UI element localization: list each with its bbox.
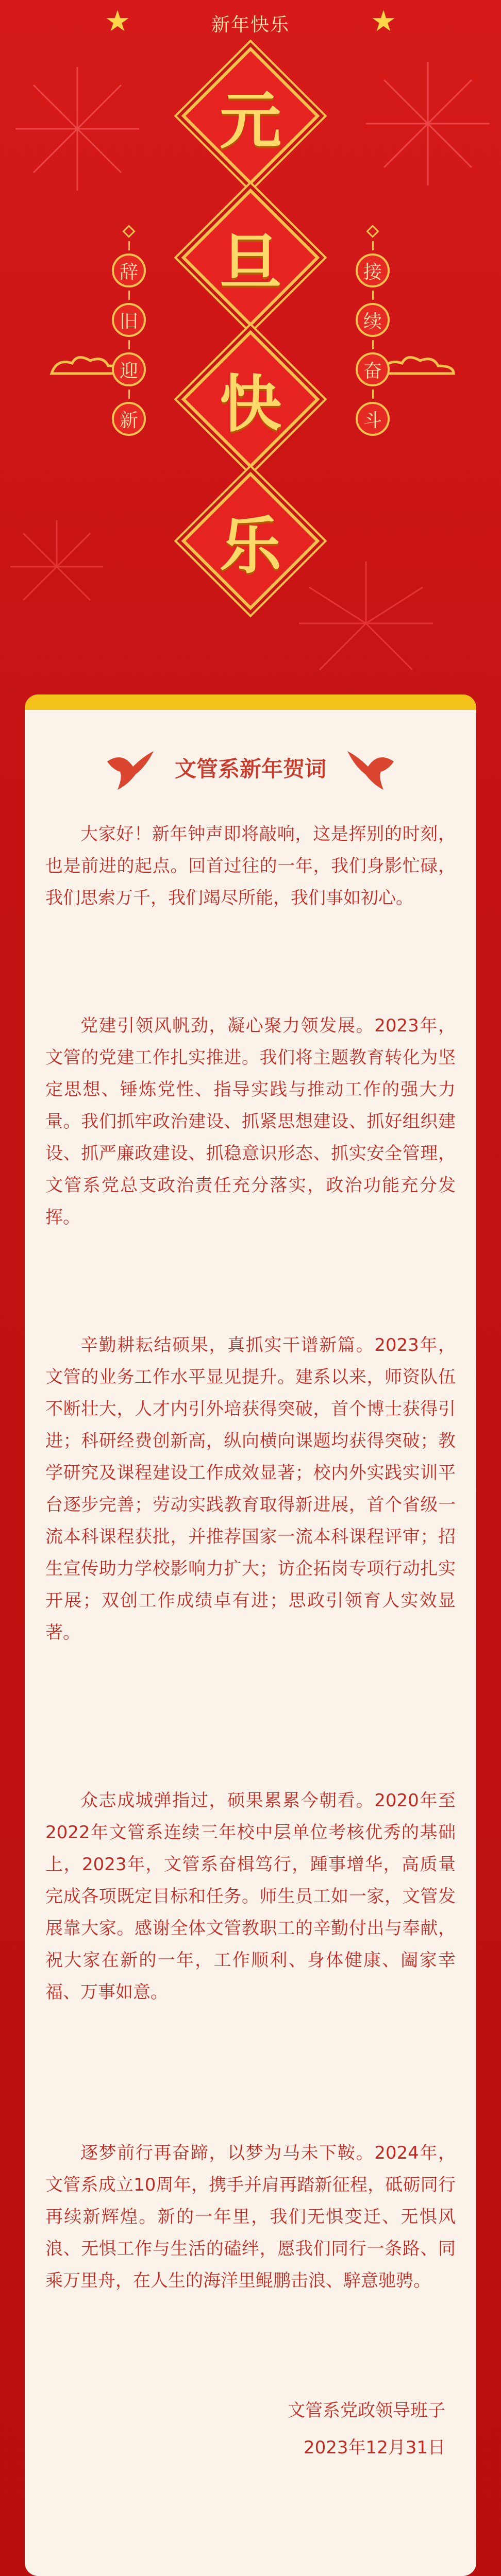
paragraph-3: 辛勤耕耘结硕果，真抓实干谱新篇。2023年，文管的业务工作水平显见提升。建系以来，师资队伍不断壮大，人才内引外培获得突破，首个博士获得引进；科研经费创新高，纵向横向课题均获得突破；教学研究及课程建设工作成效显著；校内外实践实训平台逐步完善；劳动实践教育取得新进展，首个省级一流本科课程获批，并推荐国家一流本科课程评审；招生宣传助力学校影响力扩大；访企拓岗专项行动扎实开展；双创工作成绩卓有进；思政引领育人实效显著。 (45, 1335, 456, 1643)
top-bar (0, 0, 501, 46)
right-couplet (355, 227, 391, 439)
firework-decoration (5, 515, 108, 618)
firework-decoration (289, 556, 443, 690)
greeting-card (25, 694, 476, 2576)
banner-char-kuai: 快 (202, 350, 299, 448)
diamond-ornament-icon (366, 225, 379, 238)
star-icon: ★ (370, 5, 397, 38)
left-couplet-char: 辞 (112, 253, 146, 287)
signature: 文管系党政领导班子 (288, 2400, 445, 2421)
left-couplet-char: 旧 (112, 303, 146, 337)
right-couplet-char: 接 (356, 253, 390, 287)
paragraph-4: 众志成城弹指过，硕果累累今朝看。2020年至2022年文管系连续三年校中层单位考核优秀的基础上，2023年，文管系奋楫笃行，踵事增华，高质量完成各项既定目标和任务。师生员工如一家，文管发展靠大家。感谢全体文管教职工的辛勤付出与奉献，祝大家在新的一年，工作顺利、身体健康、阖家幸福、万事如意。 (45, 1790, 456, 2003)
left-couplet (111, 227, 147, 439)
star-icon: ★ (104, 5, 131, 38)
banner-char-yuan: 元 (202, 67, 299, 165)
paragraph-5: 逐梦前行再奋蹄，以梦为马未下鞍。2024年，文管系成立10周年，携手并肩再踏新征程，砥砺同行再续新辉煌。新的一年里，我们无惧变迁、无惧风浪、无惧工作与生活的磕绊，愿我们同行一条路、同乘万里舟，在人生的海洋里鲲鹏击浪、騂意驰骋。 (45, 2143, 456, 2291)
left-couplet-char: 新 (112, 402, 146, 436)
card-top-band (25, 694, 476, 710)
left-couplet-char: 迎 (112, 352, 146, 386)
swallow-right-icon (342, 746, 399, 792)
page-header-title: 新年快乐 (211, 14, 290, 36)
card-title: 文管系新年贺词 (174, 756, 326, 782)
signature-date: 2023年12月31日 (303, 2437, 445, 2458)
firework-decoration (361, 57, 495, 191)
paragraph-2: 党建引领风帆劲，凝心聚力领发展。2023年，文管的党建工作扎实推进。我们将主题教育转化为坚定思想、锤炼党性、指导实践与推动工作的强大力量。我们抓牢政治建设、抓紧思想建设、抓好组织建设、抓严廉政建设、抓稳意识形态、抓实安全管理，文管系党总支政治责任充分落实，政治功能充分发挥。 (45, 1015, 456, 1228)
paragraph-1: 大家好！新年钟声即将敲响，这是挥别的时刻，也是前进的起点。回首过往的一年，我们身影忙碌，我们思索万千，我们竭尽所能，我们事如初心。 (45, 824, 456, 908)
right-couplet-char: 奋 (356, 352, 390, 386)
firework-decoration (10, 62, 144, 196)
card-header (25, 741, 476, 798)
right-couplet-char: 斗 (356, 402, 390, 436)
banner-char-dan: 旦 (202, 209, 299, 307)
diamond-ornament-icon (122, 225, 135, 238)
right-couplet-char: 续 (356, 303, 390, 337)
banner-char-le: 乐 (202, 492, 299, 590)
